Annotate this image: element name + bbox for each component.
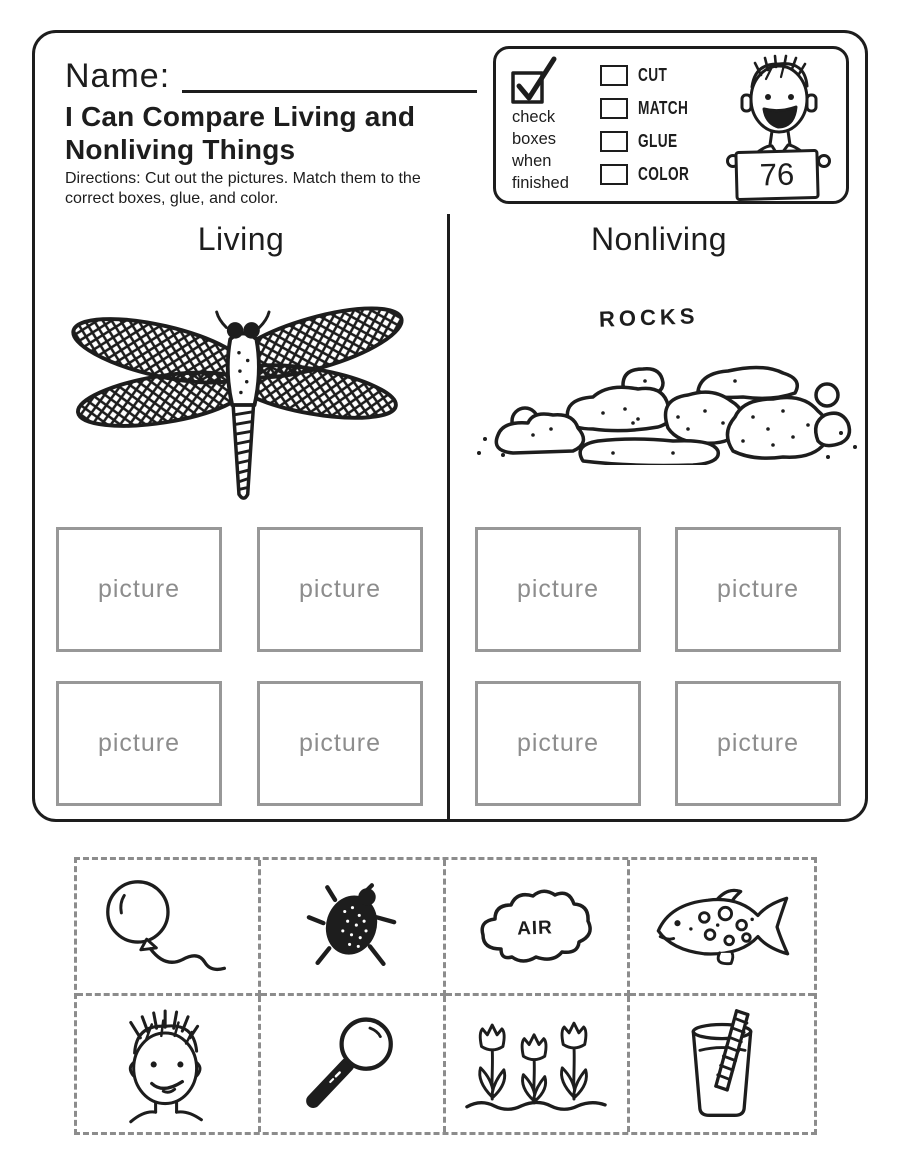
finish-checklist-box: [493, 46, 849, 204]
fish-icon: [643, 879, 801, 975]
picture-box-label: picture: [516, 729, 600, 757]
rocks-icon: [473, 333, 865, 465]
flowers-icon: [463, 1009, 609, 1119]
picture-box-label: picture: [298, 729, 382, 757]
living-column-heading: Living: [197, 221, 285, 257]
checklist-item-label: CUT: [638, 64, 668, 85]
checklist-item-label: MATCH: [638, 97, 689, 118]
dragonfly-icon: [63, 279, 413, 504]
checklist-caption: check boxes when finished: [512, 108, 569, 192]
nonliving-picture-box-3[interactable]: [475, 681, 641, 806]
picture-box-label: picture: [716, 575, 800, 603]
living-picture-box-1[interactable]: [56, 527, 222, 652]
checklist-item-glue: [600, 130, 706, 152]
glue-checkbox[interactable]: [600, 131, 628, 152]
color-checkbox[interactable]: [600, 164, 628, 185]
picture-box-label: picture: [298, 575, 382, 603]
page-title: I Can Compare Living and Nonliving Things: [65, 101, 416, 165]
cut-checkbox[interactable]: [600, 65, 628, 86]
cutout-cell-flowers[interactable]: [446, 996, 630, 1132]
checklist-item-label: COLOR: [638, 163, 690, 184]
bug-icon: [306, 877, 398, 977]
rocks-label: ROCKS: [598, 303, 699, 332]
picture-box-label: picture: [97, 575, 181, 603]
page-number-sign: 76: [734, 149, 819, 201]
nonliving-picture-box-2[interactable]: [675, 527, 841, 652]
picture-box-label: picture: [97, 729, 181, 757]
checklist-item-label: GLUE: [638, 130, 678, 151]
checklist-item-color: [600, 163, 706, 185]
living-picture-box-2[interactable]: [257, 527, 423, 652]
living-picture-box-3[interactable]: [56, 681, 222, 806]
nonliving-picture-box-4[interactable]: [675, 681, 841, 806]
cutout-cell-bug[interactable]: [261, 860, 445, 996]
picture-box-label: picture: [516, 575, 600, 603]
cutout-cell-fish[interactable]: [630, 860, 814, 996]
checked-box-icon: [506, 53, 564, 109]
checklist-items: [600, 64, 706, 185]
match-checkbox[interactable]: [600, 98, 628, 119]
checklist-item-cut: [600, 64, 706, 86]
cutout-cell-magnifier[interactable]: [261, 996, 445, 1132]
name-row: [65, 59, 477, 93]
cutout-cell-balloon[interactable]: [77, 860, 261, 996]
name-label: Name:: [65, 57, 171, 95]
cutout-sticker-grid: [74, 857, 817, 1135]
column-divider: [447, 214, 450, 819]
air-label: AIR: [516, 917, 554, 940]
boy-mascot-icon: [720, 53, 838, 203]
drink-icon: [682, 1005, 762, 1123]
nonliving-picture-box-1[interactable]: [475, 527, 641, 652]
cutout-cell-drink[interactable]: [630, 996, 814, 1132]
living-picture-box-4[interactable]: [257, 681, 423, 806]
worksheet-card: [32, 30, 868, 822]
picture-box-label: picture: [716, 729, 800, 757]
cutout-cell-air[interactable]: [446, 860, 630, 996]
rocks-illustration: [473, 303, 865, 465]
name-fill-line[interactable]: [182, 63, 477, 93]
checklist-item-match: [600, 97, 706, 119]
boy-face-icon: [106, 1003, 230, 1125]
balloon-icon: [93, 876, 243, 978]
cutout-cell-boy[interactable]: [77, 996, 261, 1132]
nonliving-column-heading: Nonliving: [590, 221, 728, 257]
magnifying-glass-icon: [300, 1012, 404, 1116]
directions-text: Directions: Cut out the pictures. Match them to the correct boxes, glue, and color.: [65, 170, 421, 207]
